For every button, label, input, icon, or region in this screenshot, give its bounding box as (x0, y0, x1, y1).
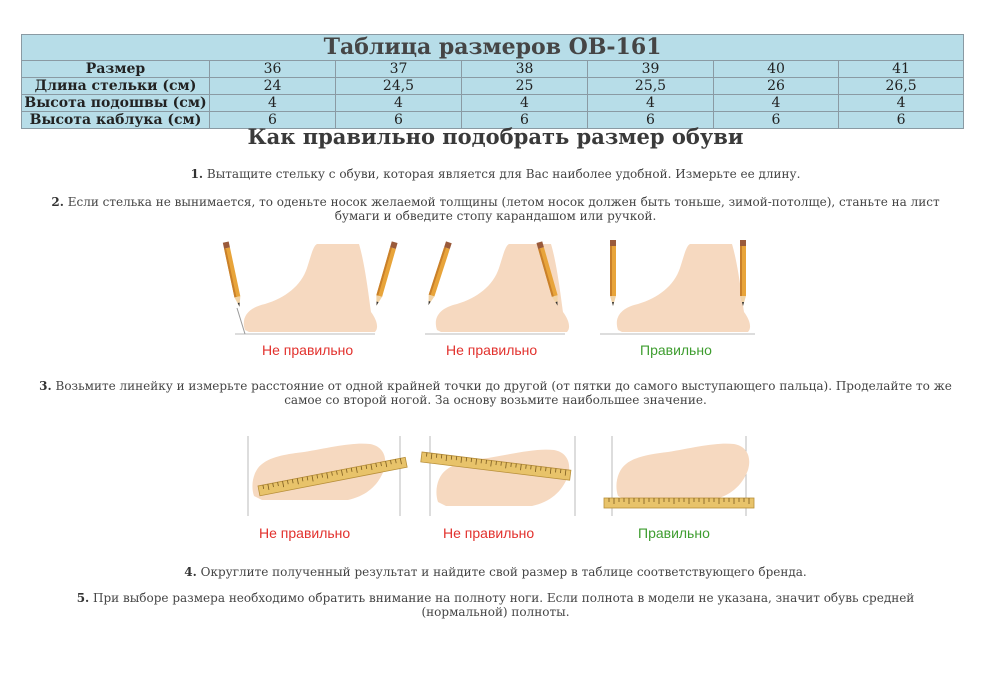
step-number: 4. (184, 565, 197, 579)
step-number: 2. (51, 195, 64, 209)
step-text: Если стелька не вынимается, то оденьте носок желаемой толщины (летом носок должен быть тоньше, зимой-потолще), станьте на лист бумаги и обведите стопу карандашом или ручкой. (63, 195, 940, 223)
foot-icon (616, 444, 749, 500)
step-3 (38, 379, 953, 407)
row-label-insole: Длина стельки (см) (22, 78, 210, 95)
table-cell: 24,5 (336, 78, 462, 95)
ruler-caption-wrong-2: Не правильно (443, 525, 535, 541)
ruler-illustrations (240, 434, 755, 520)
step-text: Возьмите линейку и измерьте расстояние от одной крайней точки до другой (от пятки до самого выступающего пальца). Проделайте то же самое со второй ногой. За основу возьмите наибольшее значение. (51, 379, 952, 407)
pencil-icon (426, 241, 452, 306)
row-label-sole: Высота подошвы (см) (22, 95, 210, 112)
pencil-illustrations (215, 238, 760, 338)
row-label-heel: Высота каблука (см) (22, 112, 210, 129)
table-cell: 4 (210, 95, 336, 112)
table-cell: 24 (210, 78, 336, 95)
step-number: 3. (39, 379, 52, 393)
table-row (22, 61, 964, 78)
table-cell: 6 (336, 112, 462, 129)
pencil-caption-wrong-2: Не правильно (446, 342, 538, 358)
table-cell: 4 (336, 95, 462, 112)
ruler-caption-right: Правильно (638, 525, 710, 541)
table-cell: 41 (839, 61, 964, 78)
step-number: 5. (76, 591, 90, 605)
pencil-icon (223, 242, 243, 308)
step-text: Округлите полученный результат и найдите свой размер в таблице соответствующего бренда. (196, 565, 807, 579)
step-number: 1. (190, 167, 204, 181)
table-cell: 4 (714, 95, 839, 112)
table-cell: 26,5 (839, 78, 964, 95)
table-cell: 36 (210, 61, 336, 78)
step-5 (60, 591, 931, 619)
pencil-caption-wrong-1: Не правильно (262, 342, 354, 358)
table-row (22, 95, 964, 112)
foot-icon (600, 244, 755, 334)
pencil-icon (610, 240, 616, 306)
ruler-caption-wrong-1: Не правильно (259, 525, 351, 541)
table-cell: 4 (839, 95, 964, 112)
table-cell: 6 (210, 112, 336, 129)
pencil-icon (740, 240, 746, 306)
table-cell: 38 (462, 61, 588, 78)
ruler-icon (604, 498, 754, 508)
table-title-row (22, 35, 964, 61)
row-label-size: Размер (22, 61, 210, 78)
pencil-icon (374, 241, 398, 306)
table-cell: 26 (714, 78, 839, 95)
table-cell: 25 (462, 78, 588, 95)
table-title: Таблица размеров ОВ-161 (22, 35, 964, 61)
step-2 (38, 195, 953, 223)
table-cell: 40 (714, 61, 839, 78)
table-cell: 4 (462, 95, 588, 112)
size-table (21, 34, 964, 129)
table-cell: 4 (588, 95, 714, 112)
table-cell: 6 (462, 112, 588, 129)
table-cell: 25,5 (588, 78, 714, 95)
page-heading: Как правильно подобрать размер обуви (247, 124, 744, 149)
step-text: При выборе размера необходимо обратить внимание на полноту ноги. Если полнота в модели не указана, значит обувь средней (нормальной) полноты. (89, 591, 915, 619)
table-cell: 6 (714, 112, 839, 129)
table-cell: 37 (336, 61, 462, 78)
table-row (22, 78, 964, 95)
foot-icon (235, 244, 377, 334)
table-cell: 6 (839, 112, 964, 129)
pencil-caption-right: Правильно (640, 342, 712, 358)
table-cell: 6 (588, 112, 714, 129)
step-1 (60, 167, 931, 181)
table-cell: 39 (588, 61, 714, 78)
step-text: Вытащите стельку с обуви, которая является для Вас наиболее удобной. Измерьте ее длину. (203, 167, 801, 181)
step-4 (60, 565, 931, 579)
